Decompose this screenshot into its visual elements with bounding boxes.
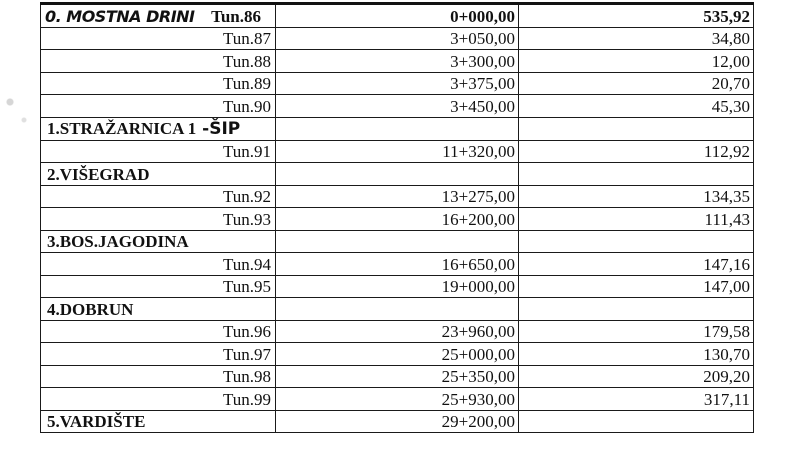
- tunnel-name-cell: Tun.99: [41, 388, 276, 411]
- table-row: [41, 320, 754, 343]
- value-cell: 147,00: [519, 275, 754, 298]
- tunnel-name-cell: Tun.89: [41, 72, 276, 95]
- value-cell: [519, 410, 754, 433]
- chainage-cell: [276, 230, 519, 253]
- value-cell: 20,70: [519, 72, 754, 95]
- chainage-cell: 0+000,00: [276, 4, 519, 28]
- chainage-cell: 3+375,00: [276, 72, 519, 95]
- chainage-cell: [276, 117, 519, 140]
- section-label: 4.DOBRUN: [47, 299, 134, 319]
- tunnel-name-cell: Tun.96: [41, 320, 276, 343]
- chainage-cell: 29+200,00: [276, 410, 519, 433]
- chainage-cell: 3+450,00: [276, 95, 519, 118]
- value-cell: 112,92: [519, 140, 754, 163]
- section-label-cell: [41, 298, 276, 321]
- section-row: [41, 410, 754, 433]
- value-cell: 45,30: [519, 95, 754, 118]
- section-label-cell: [41, 230, 276, 253]
- tunnel-name-cell: Tun.93: [41, 208, 276, 231]
- section-row: [41, 163, 754, 186]
- value-cell: 134,35: [519, 185, 754, 208]
- tunnel-name-cell: Tun.95: [41, 275, 276, 298]
- section-label: 2.VIŠEGRAD: [47, 164, 150, 184]
- section-cell-first: [41, 4, 276, 28]
- value-cell: 111,43: [519, 208, 754, 231]
- tunnel-name-cell: Tun.94: [41, 253, 276, 276]
- tunnel-name-cell: Tun.98: [41, 365, 276, 388]
- chainage-cell: [276, 298, 519, 321]
- tunnel-table: [40, 2, 754, 433]
- value-cell: 317,11: [519, 388, 754, 411]
- value-cell: 535,92: [519, 4, 754, 28]
- chainage-cell: 3+050,00: [276, 27, 519, 50]
- chainage-cell: 19+000,00: [276, 275, 519, 298]
- section-row: [41, 230, 754, 253]
- value-cell: 209,20: [519, 365, 754, 388]
- table-row: [41, 185, 754, 208]
- chainage-cell: 25+930,00: [276, 388, 519, 411]
- value-cell: 130,70: [519, 343, 754, 366]
- section-label: 1.STRAŽARNICA 1: [47, 118, 197, 138]
- chainage-cell: 23+960,00: [276, 320, 519, 343]
- table-row: [41, 72, 754, 95]
- chainage-cell: [276, 163, 519, 186]
- chainage-cell: 25+000,00: [276, 343, 519, 366]
- table-row: [41, 343, 754, 366]
- table-row: [41, 27, 754, 50]
- tunnel-name-cell: Tun.91: [41, 140, 276, 163]
- value-cell: [519, 298, 754, 321]
- value-cell: 12,00: [519, 50, 754, 73]
- tunnel-name-cell: Tun.92: [41, 185, 276, 208]
- value-cell: [519, 163, 754, 186]
- value-cell: 34,80: [519, 27, 754, 50]
- chainage-cell: 16+650,00: [276, 253, 519, 276]
- tunnel-name: Tun.86: [211, 6, 261, 26]
- table-row: [41, 95, 754, 118]
- chainage-cell: 16+200,00: [276, 208, 519, 231]
- tunnel-name-cell: Tun.87: [41, 27, 276, 50]
- chainage-cell: 25+350,00: [276, 365, 519, 388]
- table-row: [41, 388, 754, 411]
- section-row: [41, 298, 754, 321]
- table-row: [41, 208, 754, 231]
- table-row: [41, 50, 754, 73]
- value-cell: [519, 117, 754, 140]
- section-label: 3.BOS.JAGODINA: [47, 232, 189, 251]
- table-row: [41, 140, 754, 163]
- handwritten-section-suffix: -ŠIP: [196, 118, 241, 139]
- table-row-first: [41, 4, 754, 28]
- section-label-cell: [41, 117, 276, 140]
- handwritten-section-label: 0. MOSTNA DRINI: [45, 6, 195, 26]
- table-row: [41, 365, 754, 388]
- table-row: [41, 275, 754, 298]
- scan-artifact: [0, 90, 38, 150]
- chainage-cell: 3+300,00: [276, 50, 519, 73]
- section-row: [41, 117, 754, 140]
- value-cell: [519, 230, 754, 253]
- tunnel-table-body: [41, 4, 754, 433]
- section-label-cell: [41, 410, 276, 433]
- value-cell: 179,58: [519, 320, 754, 343]
- chainage-cell: 13+275,00: [276, 185, 519, 208]
- chainage-cell: 11+320,00: [276, 140, 519, 163]
- section-label: 5.VARDIŠTE: [47, 412, 146, 431]
- value-cell: 147,16: [519, 253, 754, 276]
- table-row: [41, 253, 754, 276]
- tunnel-name-cell: Tun.90: [41, 95, 276, 118]
- tunnel-name-cell: Tun.97: [41, 343, 276, 366]
- section-label-cell: [41, 163, 276, 186]
- tunnel-name-cell: Tun.88: [41, 50, 276, 73]
